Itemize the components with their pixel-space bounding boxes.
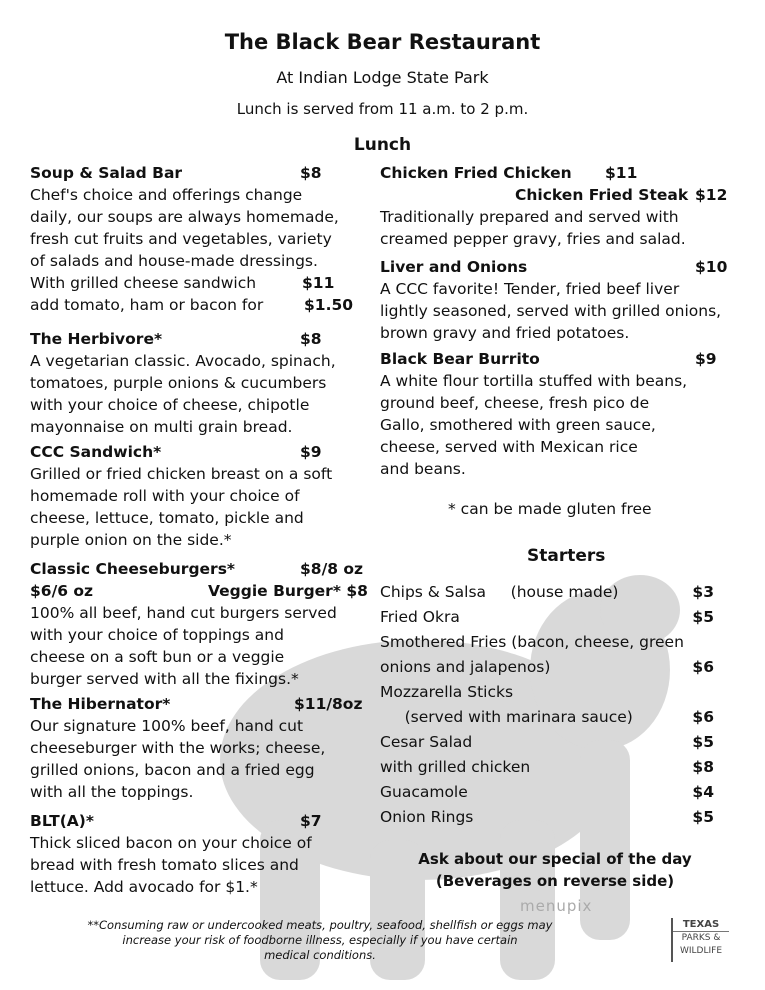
starter-label: Fried Okra [380,608,460,626]
menu-item-herbivore [30,328,375,438]
item-price: $7 [300,812,322,830]
starter-label: Smothered Fries (bacon, cheese, green [380,633,684,651]
starter-row [380,780,730,805]
starter-row [380,655,730,680]
item-name: CCC Sandwich* [30,443,162,461]
starter-price: $6 [692,658,714,676]
restaurant-location: At Indian Lodge State Park [276,68,489,87]
item-description [30,832,375,898]
starter-price: $8 [692,758,714,776]
starter-row [380,605,730,630]
logo-line: TEXAS [673,918,729,932]
starter-price: $6 [692,708,714,726]
desc-line: mayonnaise on multi grain bread. [30,418,293,436]
desc-line: of salads and house-made dressings. [30,252,318,270]
logo-line: WILDLIFE [679,946,723,956]
desc-line: A white flour tortilla stuffed with beans, [380,372,688,390]
item-name: Chicken Fried Chicken [380,164,572,182]
desc-line: fresh cut fruits and vegetables, variety [30,230,332,248]
desc-line: with all the toppings. [30,783,194,801]
starter-row [380,580,730,605]
desc-line: grilled onions, bacon and a fried egg [30,761,315,779]
desc-line: ground beef, cheese, fresh pico de [380,394,650,412]
beverages-note: (Beverages on reverse side) [435,872,675,890]
item-description [380,278,730,344]
item-description [30,350,375,438]
item-name: Classic Cheeseburgers* [30,560,236,578]
item-price: $11/8oz [294,695,363,713]
desc-line: Grilled or fried chicken breast on a soft [30,465,333,483]
veggie-burger-price: Veggie Burger* $8 [208,582,368,600]
desc-line: Thick sliced bacon on your choice of [30,834,312,852]
starter-label: Onion Rings [380,808,474,826]
item-name: The Hibernator* [30,695,171,713]
food-safety-disclaimer [60,918,580,963]
starter-label: with grilled chicken [380,758,531,776]
menu-item-liver-onions [380,256,730,344]
gluten-free-note: * can be made gluten free [448,500,652,518]
starter-price: $5 [692,808,714,826]
desc-line: A vegetarian classic. Avocado, spinach, [30,352,336,370]
desc-line: cheese on a soft bun or a veggie [30,648,285,666]
starter-price: $5 [692,733,714,751]
starter-row [380,680,730,705]
lunch-hours: Lunch is served from 11 a.m. to 2 p.m. [236,100,529,118]
desc-line: and beans. [380,460,466,478]
desc-line: bread with fresh tomato slices and [30,856,299,874]
starter-price: $3 [692,583,714,601]
menupix-watermark: menupix [520,897,593,915]
starter-price: $4 [692,783,714,801]
item-price: $10 [695,258,728,276]
addon-price: $1.50 [304,296,354,314]
starter-price: $5 [692,608,714,626]
item-description [30,715,375,803]
chicken-fried-steak-name: Chicken Fried Steak [515,186,689,204]
item-price: $11 [605,164,638,182]
starter-row [380,705,730,730]
logo-line: PARKS & [681,933,721,943]
item-description [380,370,730,480]
desc-line: burger served with all the fixings.* [30,670,299,688]
starter-row [380,755,730,780]
desc-line: lightly seasoned, served with grilled onions, [380,302,722,320]
item-description [30,463,375,551]
starter-row [380,730,730,755]
desc-line: brown gravy and fried potatoes. [380,324,630,342]
desc-line: With grilled cheese sandwich [30,274,257,292]
menu-item-hibernator [30,693,375,803]
special-of-the-day-note [380,848,730,892]
item-name: Black Bear Burrito [380,350,540,368]
starter-label: Chips & Salsa (house made) [380,583,619,601]
item-name: Soup & Salad Bar [30,164,183,182]
menu-item-blt [30,810,375,898]
starters-list [380,580,730,830]
desc-line: Chef's choice and offerings change [30,186,303,204]
desc-line: tomatoes, purple onions & cucumbers [30,374,327,392]
desc-line: Our signature 100% beef, hand cut [30,717,304,735]
restaurant-title: The Black Bear Restaurant [224,30,541,54]
desc-line: purple onion on the side.* [30,531,232,549]
item-description [30,602,375,690]
desc-line: cheeseburger with the works; cheese, [30,739,326,757]
starter-row [380,805,730,830]
desc-line: homemade roll with your choice of [30,487,300,505]
menu-item-chicken-fried [380,162,730,250]
section-heading-lunch: Lunch [353,135,412,155]
desc-line: with your choice of cheese, chipotle [30,396,310,414]
desc-line: daily, our soups are always homemade, [30,208,339,226]
disclaimer-line: increase your risk of foodborne illness, especially if you have certain [122,933,518,947]
desc-line: Gallo, smothered with green sauce, [380,416,656,434]
item-price: $8 [300,164,322,182]
item-price: $9 [695,350,717,368]
item-name: The Herbivore* [30,330,163,348]
starter-label: Guacamole [380,783,468,801]
starter-row [380,630,730,655]
starter-label: Mozzarella Sticks [380,683,514,701]
item-name: BLT(A)* [30,812,94,830]
menu-item-soup-salad [30,162,375,316]
menu-item-cheeseburgers [30,558,375,690]
menu-item-ccc-sandwich [30,441,375,551]
special-line: Ask about our special of the day [418,850,692,868]
item-price: $8 [300,330,322,348]
small-burger-price: $6/6 oz [30,582,94,600]
starter-label: (served with marinara sauce) [380,708,633,726]
desc-line: cheese, lettuce, tomato, pickle and [30,509,304,527]
desc-line: A CCC favorite! Tender, fried beef liver [380,280,680,298]
desc-line: with your choice of toppings and [30,626,284,644]
starter-label: onions and jalapenos) [380,658,551,676]
item-name: Liver and Onions [380,258,528,276]
desc-line: add tomato, ham or bacon for [30,296,264,314]
desc-line: 100% all beef, hand cut burgers served [30,604,337,622]
section-heading-starters: Starters [527,546,606,566]
item-price: $9 [300,443,322,461]
starter-label: Cesar Salad [380,733,473,751]
item-description [30,184,375,316]
grilled-cheese-price: $11 [302,274,335,292]
texas-parks-wildlife-logo [671,918,729,962]
item-price: $8/8 oz [300,560,364,578]
menu-item-burrito [380,348,730,480]
item-description [380,206,730,250]
desc-line: lettuce. Add avocado for $1.* [30,878,258,896]
disclaimer-line: **Consuming raw or undercooked meats, poultry, seafood, shellfish or eggs may [87,918,553,932]
desc-line: creamed pepper gravy, fries and salad. [380,230,686,248]
disclaimer-line: medical conditions. [264,948,376,962]
chicken-fried-steak-price: $12 [695,186,728,204]
desc-line: Traditionally prepared and served with [380,208,679,226]
desc-line: cheese, served with Mexican rice [380,438,638,456]
